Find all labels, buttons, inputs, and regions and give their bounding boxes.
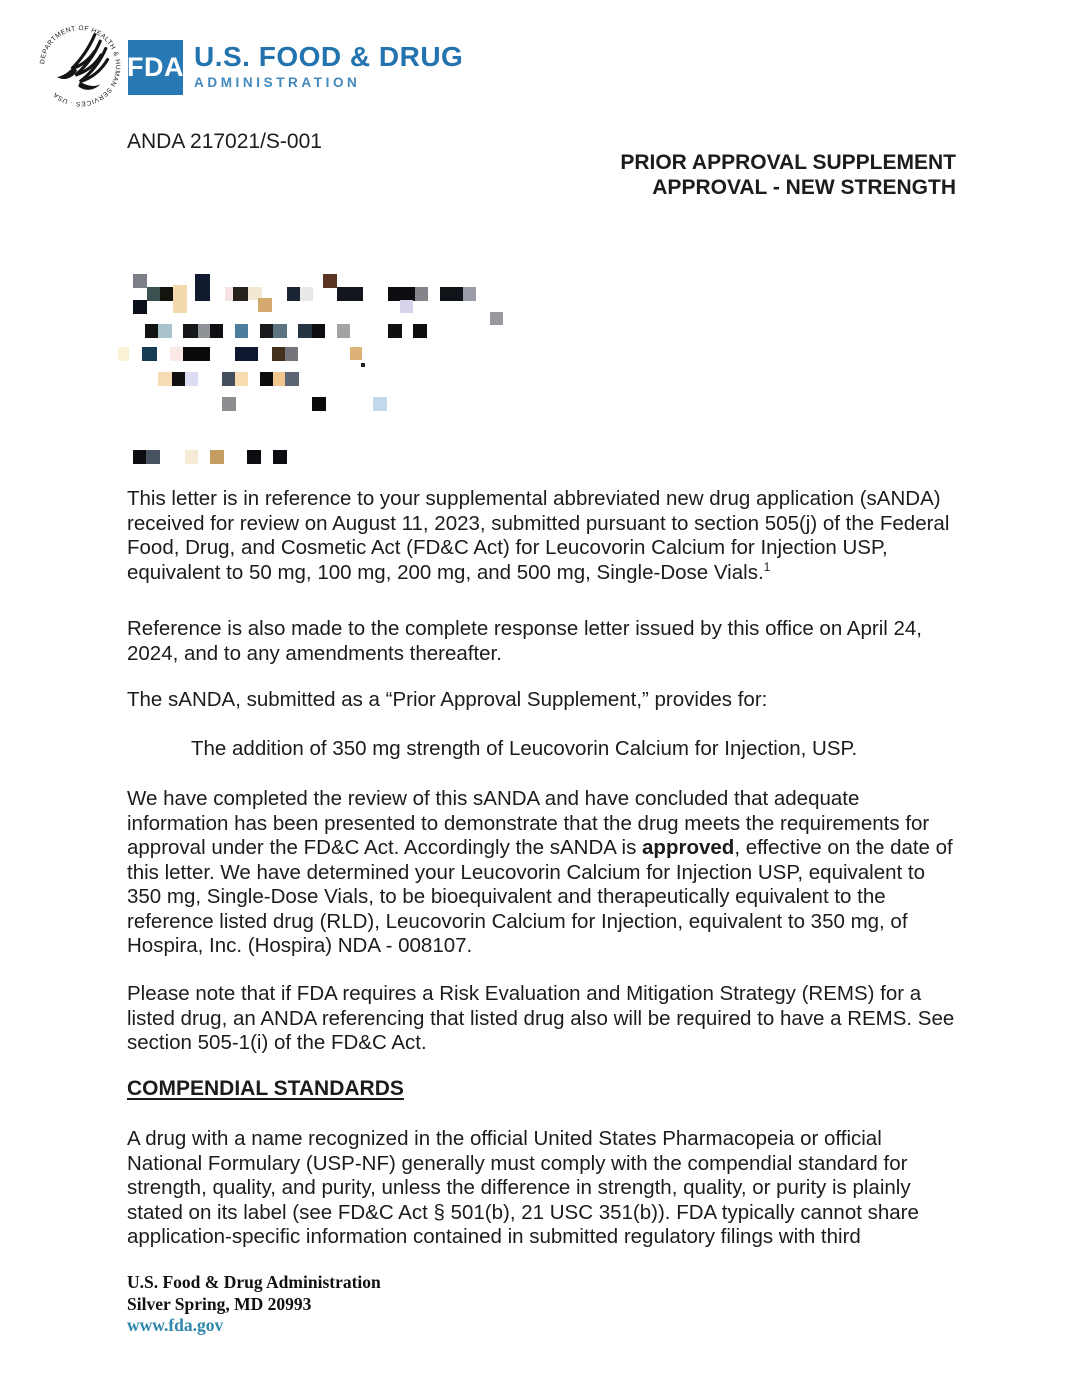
letter-title [620,150,956,200]
paragraph-rems: Please note that if FDA requires a Risk Evaluation and Mitigation Strategy (REMS) for a listed drug, an ANDA referencing that listed drug also will be required to have a REMS. See section 505-1(i) of the FD&C Act. [127,982,955,1054]
fda-monogram-icon [128,40,183,95]
paragraph-reference [127,487,961,585]
redaction-pixel [173,285,187,313]
redaction-pixel [273,450,287,464]
redaction-pixel [413,324,427,338]
footnote-marker: 1 [763,559,771,574]
redaction-pixel [400,300,413,313]
redaction-pixel [247,450,261,464]
redaction-pixel [146,450,160,464]
redaction-pixel [145,324,158,338]
redaction-pixel [235,347,258,361]
redaction-pixel [287,287,300,301]
hhs-eagle-head [57,67,77,79]
redaction-pixel [142,347,157,361]
redaction-pixel [463,287,476,301]
hhs-eagle-tail [78,82,100,90]
redaction-pixel [133,450,146,464]
redaction-pixel [198,324,210,338]
redaction-pixel [118,347,129,361]
redaction-pixel [170,347,183,361]
redaction-pixel [133,300,147,314]
footer-agency: U.S. Food & Drug Administration [127,1272,381,1292]
redaction-pixel [222,397,236,411]
redaction-pixel [222,372,235,386]
redaction-pixel [235,372,248,386]
application-number: ANDA 217021/S-001 [127,130,322,153]
redaction-pixel [312,324,325,338]
hhs-seal-logo [34,20,126,112]
redaction-pixel [337,324,350,338]
redaction-pixel [337,287,363,301]
letter-title-line1: PRIOR APPROVAL SUPPLEMENT [620,151,956,174]
redaction-pixel [258,298,272,312]
approval-text-after: , effective on the date of this letter. We have determined your Leucovorin Calcium for Injection USP, equivalent to 350 mg, Single-Dose Vials, to be bioequivalent and therapeutically equivalent to the reference listed drug (RLD), Leucovorin Calcium for Injection, equivalent to 350 mg, of Hospira, Inc. (Hospira) NDA - 008107. [127,836,953,957]
redaction-pixel [210,324,223,338]
redaction-pixel [361,363,365,367]
redaction-pixel [388,324,402,338]
redaction-pixel [350,347,362,360]
redaction-pixel [415,287,428,301]
fda-logo [128,40,463,95]
redaction-pixel [185,372,198,386]
redaction-pixel [233,287,248,301]
redaction-pixel [158,372,172,386]
redaction-pixel [490,312,503,325]
redaction-pixel [285,347,298,361]
footer-address: Silver Spring, MD 20993 [127,1293,312,1314]
redaction-pixel [300,287,313,301]
redaction-pixel [273,324,287,338]
paragraph-supplement-intro: The sANDA, submitted as a “Prior Approval Supplement,” provides for: [127,688,768,711]
redacted-recipient-block [115,262,517,474]
paragraph-response-letter: Reference is also made to the complete response letter issued by this office on April 24, 2024, and to any amendments thereafter. [127,617,923,665]
redaction-pixel [312,397,326,411]
redaction-pixel [225,287,233,301]
redaction-pixel [172,372,185,386]
redaction-pixel [285,372,299,386]
approved-emphasis: approved [642,836,735,859]
redaction-pixel [388,287,415,301]
redaction-pixel [158,324,172,338]
redaction-pixel [147,287,160,301]
redaction-pixel [183,347,210,361]
redaction-pixel [260,324,273,338]
fda-monogram-text: FDA [127,52,184,82]
redaction-pixel [195,274,210,301]
redaction-pixel [183,324,198,338]
redaction-pixel [133,274,147,288]
redaction-pixel [273,372,285,386]
letter-footer [127,1272,381,1337]
redaction-pixel [323,274,337,288]
redaction-pixel [272,347,285,361]
paragraph-approval [127,787,961,959]
hhs-eagle-icon [72,35,108,82]
redaction-pixel [260,372,273,386]
fda-wordmark: U.S. FOOD & DRUG [194,41,464,72]
paragraph-reference-text: This letter is in reference to your supplemental abbreviated new drug application (sANDA) received for review on August 11, 2023, submitted pursuant to section 505(j) of the Federal Food, Drug, and Cosmetic Act (FD&C Act) for Leucovorin Calcium for Injection USP, equivalent to 50 mg, 100 mg, 200 mg, and 500 mg, Single-Dose Vials. [127,487,950,584]
footer-fda-link[interactable]: www.fda.gov [127,1315,224,1335]
redaction-pixel [298,324,312,338]
paragraph-supplement-provision: The addition of 350 mg strength of Leucovorin Calcium for Injection, USP. [191,737,858,760]
redaction-pixel [160,287,173,301]
fda-subtitle: ADMINISTRATION [194,75,361,90]
paragraph-compendial: A drug with a name recognized in the official United States Pharmacopeia or official National Formulary (USP-NF) generally must comply with the compendial standard for strength, quality, and purity, unless the difference in strength, quality, or purity is plainly stated on its label (see FD&C Act § 501(b), 21 USC 351(b)). FDA typically cannot share application-specific information contained in submitted regulatory filings with third [127,1127,919,1248]
redaction-pixel [210,450,224,464]
redaction-pixel [185,450,198,464]
approval-text-before: We have completed the review of this sANDA and have concluded that adequate information has been presented to demonstrate that the drug meets the requirements for approval under the FD&C Act. Accordingly the sANDA is [127,787,930,859]
redaction-pixel [373,397,387,411]
letter-title-line2: APPROVAL - NEW STRENGTH [652,176,956,199]
hhs-seal-text: DEPARTMENT OF HEALTH & HUMAN SERVICES · USA [39,25,121,107]
section-heading-compendial-standards: COMPENDIAL STANDARDS [127,1077,404,1100]
redaction-pixel [235,324,248,338]
redaction-pixel [440,287,463,301]
